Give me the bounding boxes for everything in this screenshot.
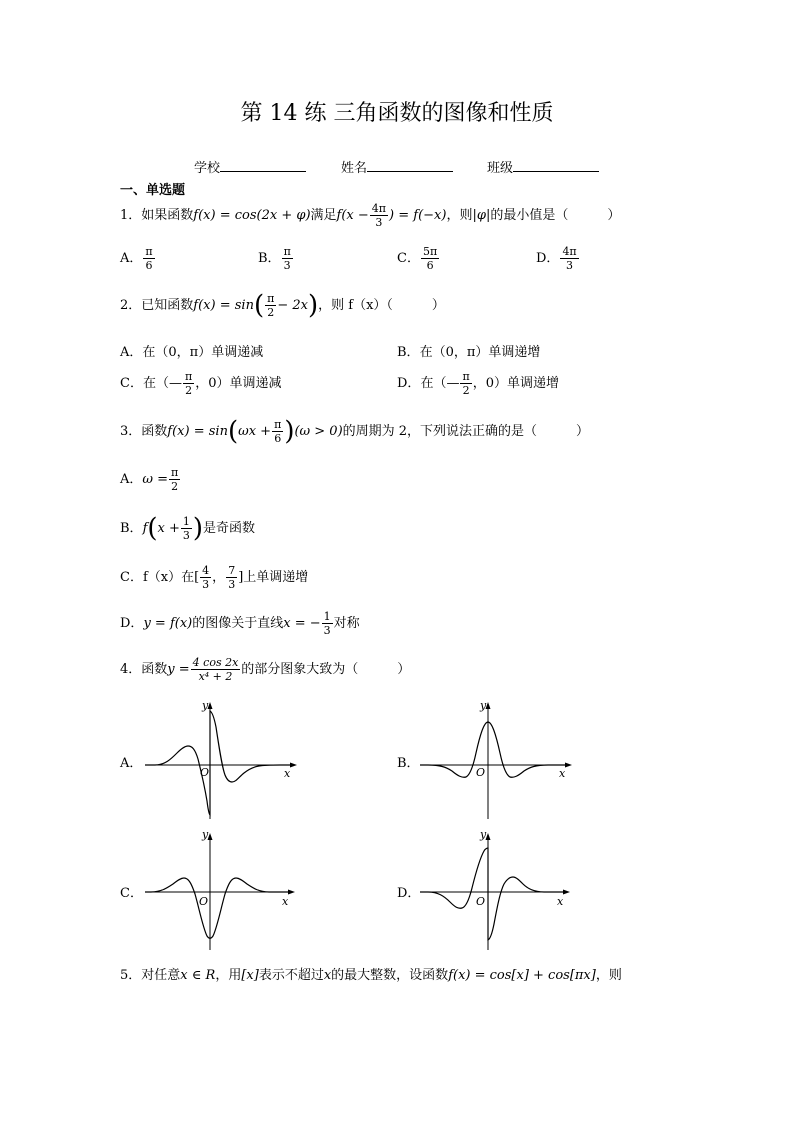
option-b[interactable]	[397, 341, 540, 360]
option-label: B．	[397, 345, 420, 360]
question-text: 对任意	[141, 968, 181, 983]
question-5	[120, 964, 622, 983]
option-text: 在（—	[420, 376, 460, 391]
class-label: 班级	[487, 161, 514, 176]
option-d[interactable]	[536, 245, 580, 272]
school-blank	[220, 159, 306, 172]
question-text: 已知函数	[141, 298, 194, 313]
question-text: 函数	[141, 424, 168, 439]
question-number: 4．	[120, 662, 142, 677]
fraction: $\frac{\pi}{6}$	[274, 418, 282, 445]
fraction: $\frac{4\pi}{3}$	[371, 202, 387, 229]
question-3: 3．函数f(x) = sin(ωx + $\frac{\pi}{6}$ )(ω > 0)的周期为 2，下列说法正确的是（ ）	[120, 416, 590, 447]
math-expression: f(x −	[336, 208, 369, 223]
math-expression: ) = f(−x)	[389, 208, 447, 223]
math-expression: x +	[157, 521, 180, 536]
y-axis-arrow	[208, 833, 213, 840]
school-label: 学校	[194, 161, 221, 176]
graph-option-d-label[interactable]: D．	[397, 886, 421, 901]
option-label: C．	[120, 376, 143, 391]
math-expression: y = f(x)	[143, 616, 193, 631]
question-text: 的最大整数，设函数	[331, 968, 449, 983]
graph-d[interactable]	[420, 828, 575, 953]
y-axis-label: y	[480, 828, 487, 841]
fraction: $\frac{\pi}{6}$	[145, 245, 153, 272]
option-label: D．	[536, 251, 560, 266]
fraction: $\frac{\pi}{2}$	[184, 370, 193, 397]
fraction: $\frac{\pi}{2}$	[171, 466, 179, 493]
origin-label: O	[199, 895, 209, 908]
y-axis-label: y	[202, 828, 209, 841]
name-field[interactable]	[341, 157, 453, 176]
question-text: 如果函数	[141, 208, 194, 223]
option-c[interactable]: C．f（x）在[ $\frac{4}{3}$ ， $\frac{7}{3}$ ]上单调递增	[120, 564, 309, 591]
math-expression: [x]	[241, 968, 259, 983]
x-axis-arrow	[288, 890, 295, 895]
option-d[interactable]	[397, 370, 559, 397]
fraction: $\frac{4 \cos 2x}{\text{x⁴ + 2}}$	[192, 656, 239, 683]
option-text: 在（—	[142, 376, 182, 391]
option-text: ，0）单调递减	[195, 376, 282, 391]
x-axis-label: x	[557, 895, 564, 908]
question-text: ，则	[595, 968, 622, 983]
graph-a[interactable]	[145, 697, 300, 822]
math-expression: ωx +	[238, 424, 272, 439]
curve	[420, 848, 563, 940]
option-c[interactable]	[397, 245, 440, 272]
question-number: 1．	[120, 208, 142, 223]
curve	[145, 878, 288, 938]
graph-option-a-label[interactable]: A．	[120, 756, 143, 771]
name-label: 姓名	[341, 161, 368, 176]
option-text: 的图像关于直线	[192, 616, 284, 631]
graph-option-b-label[interactable]: B．	[397, 756, 420, 771]
fraction: $\frac{4}{3}$	[202, 564, 210, 591]
x-axis-label: x	[282, 895, 289, 908]
question-text: ，用	[215, 968, 242, 983]
graph-option-c-label[interactable]: C．	[120, 886, 143, 901]
question-number: 2．	[120, 298, 142, 313]
math-expression: f	[142, 521, 148, 536]
option-text: 对称	[333, 616, 360, 631]
option-text: 在（0，π）单调递增	[419, 345, 541, 360]
option-text: ]上单调递增	[238, 570, 309, 585]
fraction: $\frac{\pi}{2}$	[462, 370, 470, 397]
option-label: B．	[258, 251, 281, 266]
question-text: ，则	[446, 208, 473, 223]
school-field[interactable]	[194, 157, 306, 176]
math-expression: f(x) = sin	[193, 298, 254, 313]
graph-c[interactable]	[145, 828, 300, 953]
y-axis-arrow	[486, 702, 491, 709]
math-expression: y =	[167, 662, 190, 677]
math-expression: f(x) = cos[x] + cos[πx]	[448, 968, 596, 983]
option-text: 是奇函数	[203, 521, 256, 536]
name-blank	[367, 159, 453, 172]
question-text: 的最小值是（ ）	[490, 208, 621, 223]
question-text: 表示不超过	[258, 968, 324, 983]
fraction: $\frac{7}{3}$	[228, 564, 236, 591]
option-label: D．	[397, 376, 421, 391]
math-expression: (ω > 0)	[294, 424, 343, 439]
fraction: $\frac{1}{3}$	[182, 515, 190, 542]
math-expression: f(x) = sin	[167, 424, 228, 439]
question-text: 的周期为 2，下列说法正确的是（ ）	[342, 424, 590, 439]
math-expression: ω =	[142, 472, 169, 487]
class-field[interactable]	[487, 157, 599, 176]
graph-b[interactable]	[420, 697, 575, 822]
fraction: $\frac{5\pi}{6}$	[422, 245, 438, 272]
option-b[interactable]: B．f(x + $\frac{1}{3}$ )是奇函数	[120, 513, 256, 544]
option-d[interactable]	[120, 610, 360, 637]
question-text: 满足	[310, 208, 337, 223]
option-c[interactable]	[120, 370, 281, 397]
x-axis-arrow	[565, 763, 572, 768]
math-expression: − 2x	[277, 298, 308, 313]
question-number: 5．	[120, 968, 142, 983]
class-blank	[513, 159, 599, 172]
option-label: A．	[120, 251, 143, 266]
question-2: 2．已知函数f(x) = sin( $\frac{\pi}{2}$ − 2x)，则 f（x）（ ）	[120, 290, 445, 321]
origin-label: O	[476, 895, 486, 908]
option-a[interactable]	[120, 466, 181, 493]
origin-label: O	[200, 766, 210, 779]
fraction: $\frac{\pi}{3}$	[283, 245, 291, 272]
math-expression: x	[323, 968, 332, 983]
option-label: A．	[120, 472, 143, 487]
option-label: B．	[120, 521, 143, 536]
x-axis-arrow	[290, 763, 297, 768]
origin-label: O	[476, 766, 486, 779]
option-text: ，0）单调递增	[472, 376, 559, 391]
fraction: $\frac{4\pi}{3}$	[562, 245, 577, 272]
option-label: C．	[120, 570, 143, 585]
math-expression: x = −	[283, 616, 321, 631]
option-a[interactable]	[120, 245, 156, 272]
math-expression: f(x) = cos(2x + φ)	[193, 208, 311, 223]
option-a[interactable]	[120, 341, 263, 360]
option-label: A．	[120, 345, 143, 360]
curve	[420, 722, 565, 777]
question-text: 的部分图象大致为（ ）	[241, 662, 411, 677]
curve	[145, 711, 290, 815]
option-label: C．	[397, 251, 420, 266]
option-label: D．	[120, 616, 144, 631]
page-title: 第 14 练 三角函数的图像和性质	[240, 101, 554, 126]
math-expression: |φ|	[472, 208, 491, 223]
question-4	[120, 656, 410, 683]
y-axis-arrow	[486, 833, 491, 840]
question-text: 函数	[141, 662, 168, 677]
fraction: $\frac{1}{3}$	[323, 610, 331, 637]
y-axis-label: y	[202, 699, 209, 712]
fraction: $\frac{\pi}{2}$	[267, 292, 275, 319]
math-expression: x ∈ R	[180, 968, 216, 983]
y-axis-label: y	[480, 699, 487, 712]
option-b[interactable]	[258, 245, 294, 272]
option-text: 在（0，π）单调递减	[142, 345, 264, 360]
x-axis-arrow	[563, 890, 570, 895]
y-axis-arrow	[208, 702, 213, 709]
x-axis-label: x	[284, 767, 291, 780]
option-text: f（x）在[	[142, 570, 200, 585]
x-axis-label: x	[559, 767, 566, 780]
section-heading: 一、单选题	[120, 183, 186, 198]
question-text: ，则 f（x）（ ）	[318, 298, 445, 313]
question-1	[120, 202, 620, 229]
question-number: 3．	[120, 424, 142, 439]
